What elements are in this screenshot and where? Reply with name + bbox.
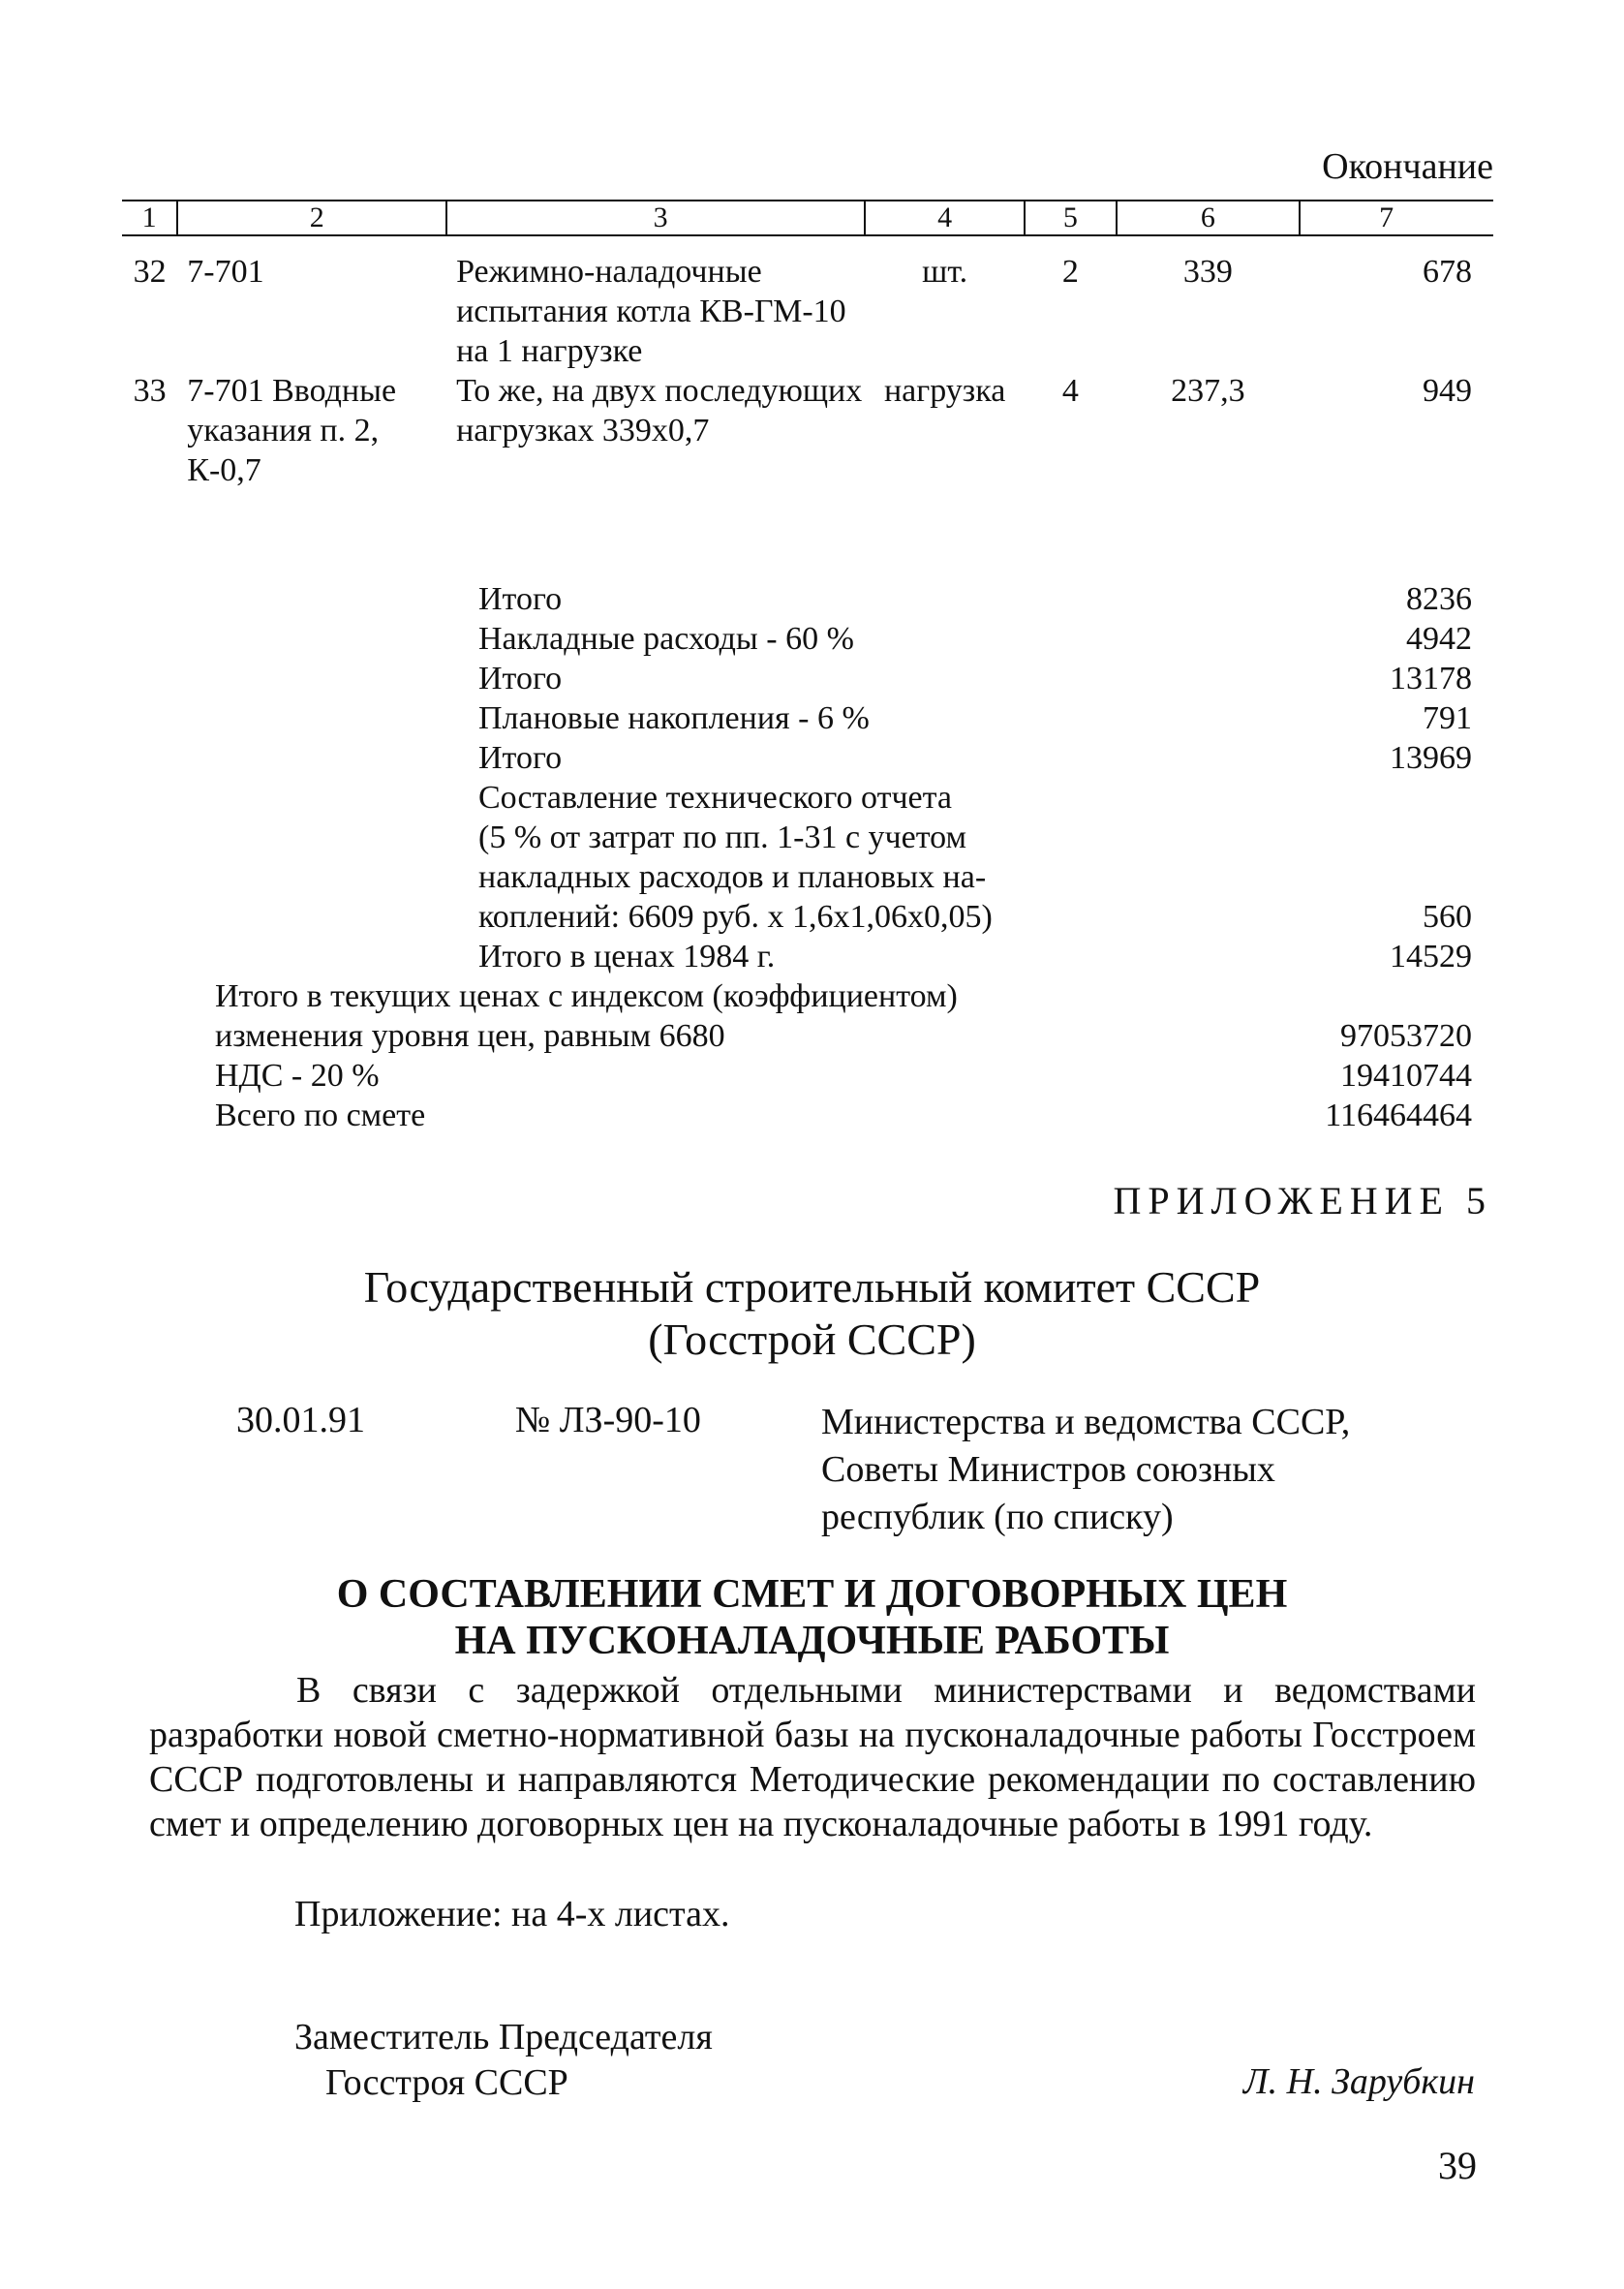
table-header-row — [122, 201, 1493, 235]
column-header: 7 — [1300, 201, 1493, 235]
quantity: 4 — [1061, 373, 1079, 409]
total-cost: 949 — [1423, 373, 1472, 409]
summary-line — [215, 778, 1472, 937]
column-header: 3 — [446, 201, 865, 235]
work-name: Режимно-наладочные испытания котла КВ-ГМ-10 на 1 нагрузке — [456, 254, 846, 369]
signatory-position — [294, 2015, 713, 2106]
summary-label: Итого — [478, 581, 563, 617]
total-value: 116464464 — [1325, 1098, 1472, 1133]
total-value: 19410744 — [1340, 1058, 1472, 1094]
position-line: Госстроя СССР — [325, 2062, 568, 2103]
unit: шт. — [922, 254, 968, 290]
table-row — [122, 371, 1493, 490]
summary-label: Итого — [478, 661, 563, 696]
unit: нагрузка — [883, 373, 1006, 409]
document-title — [0, 1571, 1624, 1664]
total-cost: 678 — [1423, 254, 1472, 290]
column-header: 6 — [1117, 201, 1301, 235]
summary-line — [215, 659, 1472, 698]
total-line — [215, 1096, 1472, 1135]
total-label: НДС - 20 % — [215, 1058, 380, 1094]
total-value: 97053720 — [1340, 1018, 1472, 1054]
rate-code: 7-701 — [187, 254, 264, 290]
work-name: То же, на двух последующих нагрузках 339х0,7 — [456, 373, 863, 449]
summary-value: 560 — [1423, 899, 1472, 935]
document-title-line: О СОСТАВЛЕНИИ СМЕТ И ДОГОВОРНЫХ ЦЕН — [336, 1572, 1288, 1617]
letter-date: 30.01.91 — [236, 1400, 365, 1440]
summary-value: 13178 — [1390, 661, 1472, 696]
committee-short-name: (Госстрой СССР) — [648, 1315, 976, 1364]
summary-line — [215, 698, 1472, 738]
row-number: 32 — [133, 254, 167, 290]
total-label: Всего по смете — [215, 1098, 426, 1133]
summary-label: Итого — [478, 740, 563, 776]
recipient-line: Министерства и ведомства СССР, — [821, 1402, 1351, 1442]
appendix-title: ПРИЛОЖЕНИЕ 5 — [1113, 1179, 1492, 1222]
summary-line — [215, 937, 1472, 976]
attachment-note: Приложение: на 4-х листах. — [294, 1894, 730, 1934]
quantity: 2 — [1061, 254, 1079, 290]
summary-label: Плановые накопления - 6 % — [478, 700, 870, 736]
summary-value: 791 — [1423, 700, 1472, 736]
row-number: 33 — [133, 373, 167, 409]
continuation-label: Окончание — [1322, 146, 1493, 187]
recipients — [821, 1399, 1350, 1541]
committee-heading — [0, 1261, 1624, 1366]
summary-line — [215, 579, 1472, 619]
letter-body — [149, 1668, 1476, 1846]
total-line — [215, 976, 1472, 1056]
column-header: 1 — [122, 201, 177, 235]
committee-name: Государственный строительный комитет СССР — [363, 1262, 1261, 1312]
summary-label: Накладные расходы - 60 % — [478, 621, 854, 657]
unit-price: 237,3 — [1171, 373, 1245, 409]
page-number: 39 — [1438, 2144, 1477, 2187]
document-title-line: НА ПУСКОНАЛАДОЧНЫЕ РАБОТЫ — [454, 1619, 1170, 1663]
summary-value: 13969 — [1390, 740, 1472, 776]
total-label: Итого в текущих ценах с индексом (коэффициентом) изменения уровня цен, равным 6680 — [215, 978, 958, 1054]
column-header: 2 — [177, 201, 446, 235]
estimate-table — [122, 200, 1493, 490]
column-header: 4 — [865, 201, 1025, 235]
summary-label: Составление технического отчета (5 % от затрат по пп. 1-31 с учетом накладных расходов и плановых на- коплений: 6609 руб. х 1,6х1,06х0,05) — [478, 780, 993, 935]
summary-value: 8236 — [1406, 581, 1472, 617]
summary-value: 14529 — [1390, 939, 1472, 974]
body-paragraph: В связи с задержкой отдельными министерствами и ведомствами разработки новой сметно-нормативной базы на пусконаладочные работы Госстроем СССР подготовлены и направляются Методические рекомендации по составлению смет и определению договорных цен на пусконаладочные работы в 1991 году. — [149, 1670, 1476, 1844]
summary-line — [215, 738, 1472, 778]
table-row — [122, 252, 1493, 371]
estimate-summary — [215, 579, 1472, 1135]
summary-line — [215, 619, 1472, 659]
position-line: Заместитель Председателя — [294, 2017, 713, 2057]
recipient-line: Советы Министров союзных — [821, 1449, 1275, 1490]
recipient-line: республик (по списку) — [821, 1497, 1174, 1537]
signatory-name: Л. Н. Зарубкин — [1242, 2061, 1475, 2102]
summary-label: Итого в ценах 1984 г. — [478, 939, 776, 974]
unit-price: 339 — [1182, 254, 1233, 290]
column-header: 5 — [1025, 201, 1116, 235]
rate-code: 7-701 Вводные указания п. 2, К-0,7 — [187, 373, 397, 488]
summary-value: 4942 — [1406, 621, 1472, 657]
total-line — [215, 1056, 1472, 1096]
letter-number: № ЛЗ-90-10 — [515, 1400, 701, 1440]
